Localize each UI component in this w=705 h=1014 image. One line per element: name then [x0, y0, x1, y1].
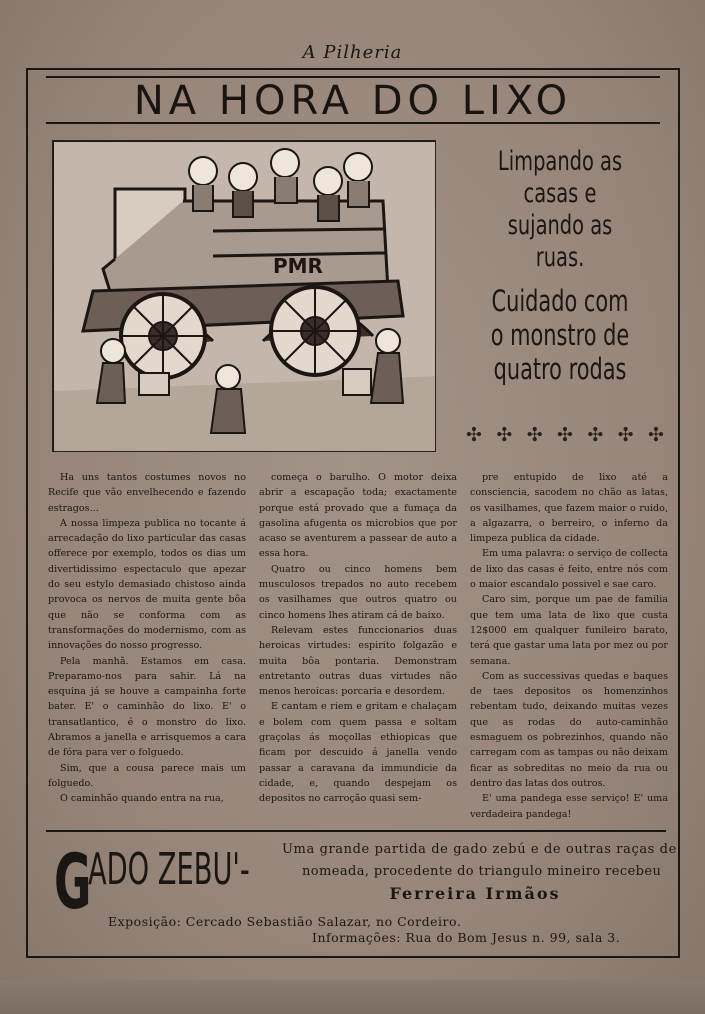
article-column-2 [259, 470, 457, 828]
ornament-star-icon: ✣ [557, 424, 573, 446]
ornament-star-icon: ✣ [648, 424, 664, 446]
paragraph: começa o barulho. O motor deixa abrir a escapação toda; exactamente porque está provado que a fumaça da gasolina afugenta os microbios que por acaso se aventurem a passear de auto a essa hora. [259, 472, 457, 560]
headline: NA HORA DO LIXO [133, 78, 573, 124]
paragraph: Ha uns tantos costumes novos no Recife que vão envelhecendo e fazendo estragos... [48, 472, 246, 514]
paragraph: Relevam estes funccionarios duas heroicas virtudes: espirito folgazão e muita bôa pontaria. Demonstram entretanto outras duas virtudes não menos heroicas: porcaria e desordem. [259, 624, 457, 698]
ornament-star-icon: ✣ [617, 424, 634, 446]
truck-label: PMR [273, 254, 323, 278]
ad-initial: G [54, 837, 92, 926]
side-title-line-2: Cuidado com o monstro de quatro rodas [490, 284, 630, 386]
side-title [484, 146, 635, 386]
journal-name: A Pilheria [302, 42, 403, 63]
paragraph: O caminhão quando entra na rua, [60, 793, 224, 805]
paragraph: Caro sim, porque um pae de familia que tem uma lata de lixo que custa 12$000 em qualquer funileiro barato, terá que gastar uma lata por mez ou por semana. [470, 594, 668, 667]
paragraph: Pela manhã. Estamos em casa. Preparamo-nos para sahir. Lá na esquina já se houve a campainha forte bater. E' o caminhão do lixo. E' o transatlantico, é o monstro do lixo. Abramos a janella e arrisquemos a cara de fóra para ver o folguedo. [48, 655, 246, 759]
ad-firm-name: Ferreira Irmãos [389, 884, 561, 903]
article-columns [48, 470, 668, 828]
paragraph: Sim, que a cousa parece mais um folguedo. [48, 762, 246, 789]
paragraph: E cantam e riem e gritam e chalaçam e bolem com quem passa e soltam graçolas ás moçollas ethiopicas que ficam por descuido á janella vendo passar a caravana da immundicie da cidade, e, quando despejam os depositos no carroção quasi sem- [259, 701, 457, 805]
article-column-1 [48, 470, 246, 828]
ad-line-2: nomeada, procedente do triangulo mineiro recebeu [302, 864, 662, 879]
ornament-star-icon: ✣ [526, 424, 543, 446]
ad-divider [46, 830, 666, 832]
side-title-line-1: Limpando as casas e sujando as ruas. [497, 146, 623, 273]
truck-drawing [53, 141, 436, 452]
paragraph: Com as successivas quedas e baques de taes depositos os homenzinhos rebentam tudo, deixando muitas vezes que as rodas do auto-caminhão esmaguem os pobrezinhos, quando não carregam com as tampas ou não deixam ficar as sobreditas no meio da rua ou dentro das latas dos outros. [470, 670, 668, 789]
ad-line-1: Uma grande partida de gado zebú e de outras raças de [282, 842, 677, 857]
paragraph: A nossa limpeza publica no tocante á arrecadação do lixo particular das casas offerece por exemplo, todos os dias um divertidissimo espectaculo que apezar do seu estylo demasiado chistoso ainda provoca os nervos de muita gente bôa que não se conforma com as transformações do modernismo, com as innovações do nosso progresso. [48, 517, 246, 652]
paragraph: Quatro ou cinco homens bem musculosos trepados no auto recebem os vasilhames que outros quatro ou cinco homens lhes atiram cá de baixo. [259, 563, 457, 621]
page-bottom-edge [0, 980, 705, 1014]
ad-product-name: ADO ZEBU'- [88, 844, 250, 895]
article-column-3 [470, 470, 668, 828]
ornament-star-icon: ✣ [496, 424, 513, 446]
ad-informacoes: Informações: Rua do Bom Jesus n. 99, sala 3. [312, 930, 621, 945]
ornament-star-icon: ✣ [587, 424, 604, 446]
headline-box [46, 76, 660, 124]
paragraph: pre entupido de lixo até a consciencia, sacodem no chão as latas, os vasilhames, que fazem maior o ruido, a algazarra, o berreiro, o inferno da limpeza publica da cidade. [470, 472, 668, 545]
paragraph: Em uma palavra: o serviço de collecta de lixo das casas é feito, entre nós com o maior escandalo possivel e sae caro. [470, 548, 668, 591]
ad-exposicao: Exposição: Cercado Sebastião Salazar, no Cordeiro. [108, 914, 462, 929]
paragraph: E' uma pandega esse serviço! E' uma verdadeira pandega! [470, 793, 668, 820]
garbage-truck-illustration [52, 140, 436, 452]
ornament-row [460, 424, 670, 446]
ornament-star-icon: ✣ [466, 424, 482, 446]
